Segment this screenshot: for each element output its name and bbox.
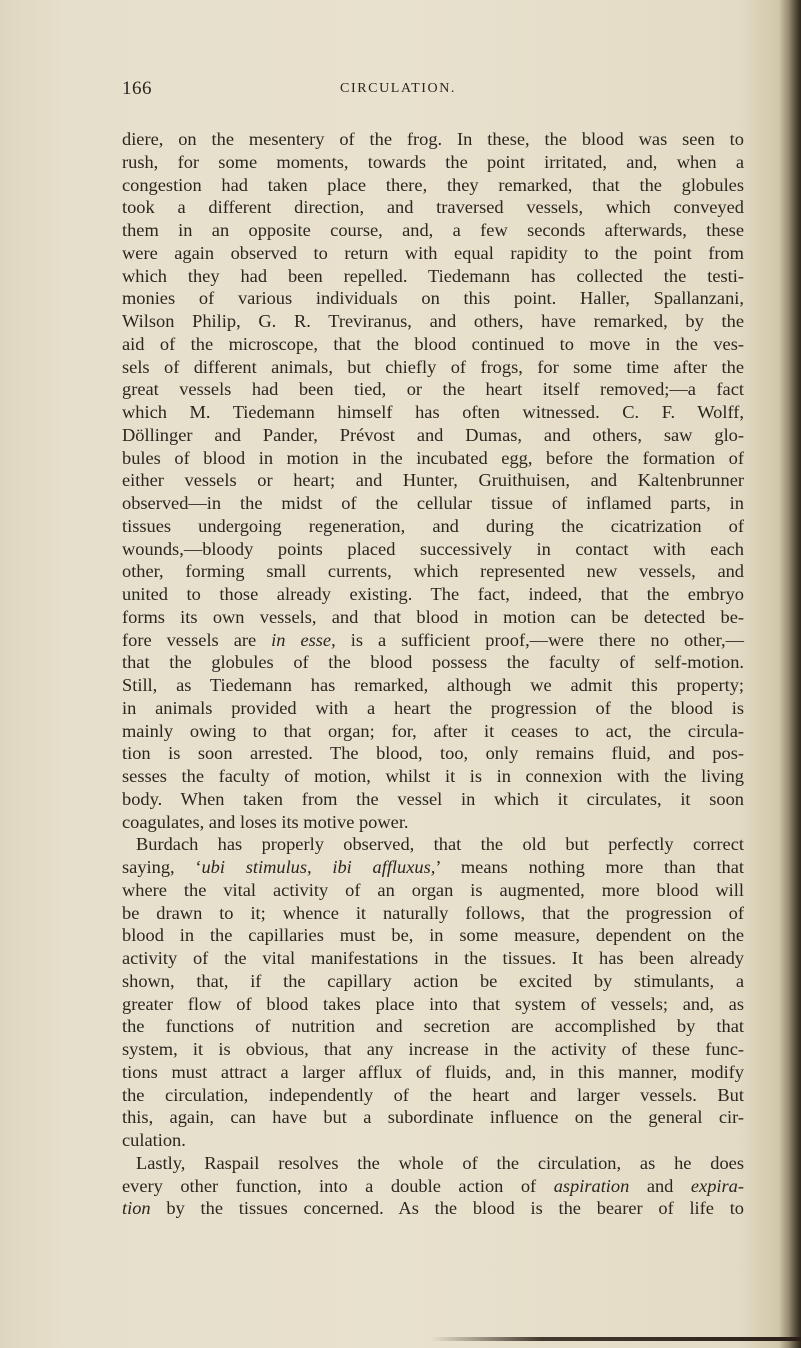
- text-line: sesses the faculty of motion, whilst it is in connexion with the living: [122, 766, 744, 786]
- text-line: the circulation, independently of the heart and larger vessels. But: [122, 1084, 744, 1105]
- text-line: either vessels or heart; and Hunter, Gruithuisen, and Kaltenbrunner: [122, 470, 744, 491]
- text-line: where the vital activity of an organ is augmented, more blood will: [122, 879, 744, 900]
- page-number: 166: [122, 78, 152, 99]
- text-line: which M. Tiedemann himself has often witnessed. C. F. Wolff,: [122, 402, 744, 422]
- text-line: saying, ‘ubi stimulus, ibi affluxus,’ means nothing more than that: [122, 857, 745, 877]
- text-line: great vessels had been tied, or the heart itself removed;—a fact: [122, 379, 744, 400]
- text-line: united to those already existing. The fact, indeed, that the embryo: [122, 584, 744, 604]
- text-line: be drawn to it; whence it naturally follows, that the progression of: [122, 902, 744, 923]
- text-line: took a different direction, and traversed vessels, which conveyed: [122, 197, 744, 218]
- text-line: Still, as Tiedemann has remarked, although we admit this property;: [122, 675, 744, 695]
- text-line: every other function, into a double action of aspiration and expira-: [122, 1175, 744, 1196]
- text-line: diere, on the mesentery of the frog. In these, the blood was seen to: [122, 129, 744, 149]
- text-line: rush, for some moments, towards the point irritated, and, when a: [122, 151, 744, 172]
- text-line: greater flow of blood takes place into that system of vessels; and, as: [122, 993, 744, 1014]
- text-line: coagulates, and loses its motive power.: [122, 811, 409, 832]
- text-line: wounds,—bloody points placed successively in contact with each: [122, 538, 744, 559]
- text-line: Wilson Philip, G. R. Treviranus, and others, have remarked, by the: [122, 311, 744, 331]
- text-line: monies of various individuals on this point. Haller, Spallanzani,: [122, 288, 744, 309]
- text-line: Lastly, Raspail resolves the whole of the circulation, as he does: [136, 1152, 744, 1173]
- text-line: bules of blood in motion in the incubated egg, before the formation of: [122, 447, 744, 468]
- text-line: system, it is obvious, that any increase in the activity of these func-: [122, 1039, 744, 1059]
- text-line: shown, that, if the capillary action be excited by stimulants, a: [122, 970, 744, 991]
- text-line: in animals provided with a heart the progression of the blood is: [122, 697, 744, 718]
- text-line: culation.: [122, 1130, 186, 1150]
- text-line: were again observed to return with equal rapidity to the point from: [122, 242, 744, 263]
- page-header: [0, 78, 801, 102]
- text-line: forms its own vessels, and that blood in motion can be detected be-: [122, 606, 744, 627]
- text-line: them in an opposite course, and, a few seconds afterwards, these: [122, 220, 744, 240]
- text-line: tion by the tissues concerned. As the blood is the bearer of life to: [122, 1198, 744, 1219]
- text-line: congestion had taken place there, they remarked, that the globules: [122, 174, 744, 195]
- text-line: activity of the vital manifestations in the tissues. It has been already: [122, 948, 744, 968]
- text-line: mainly owing to that organ; for, after it ceases to act, the circula-: [122, 720, 744, 741]
- text-line: blood in the capillaries must be, in some measure, dependent on the: [122, 925, 744, 946]
- text-line: tion is soon arrested. The blood, too, only remains fluid, and pos-: [122, 743, 744, 764]
- text-line: which they had been repelled. Tiedemann has collected the testi-: [122, 265, 744, 286]
- text-line: Döllinger and Pander, Prévost and Dumas, and others, saw glo-: [122, 424, 744, 445]
- running-head: CIRCULATION.: [340, 81, 457, 96]
- text-line: fore vessels are in esse, is a sufficient proof,—were there no other,—: [122, 629, 744, 650]
- text-line: other, forming small currents, which represented new vessels, and: [122, 561, 744, 582]
- text-line: aid of the microscope, that the blood continued to move in the ves-: [122, 333, 744, 354]
- page-edge-shadow: [779, 0, 801, 1348]
- text-line: this, again, can have but a subordinate influence on the general cir-: [122, 1107, 744, 1128]
- text-line: Burdach has properly observed, that the old but perfectly correct: [136, 834, 744, 855]
- text-line: observed—in the midst of the cellular tissue of inflamed parts, in: [122, 493, 744, 513]
- text-line: that the globules of the blood possess the faculty of self-motion.: [122, 652, 744, 673]
- text-line: tions must attract a larger afflux of fluids, and, in this manner, modify: [122, 1061, 744, 1082]
- text-line: body. When taken from the vessel in which it circulates, it soon: [122, 788, 744, 809]
- text-line: tissues undergoing regeneration, and during the cicatrization of: [122, 515, 744, 536]
- body-text: [122, 128, 744, 1220]
- bottom-edge-shadow: [430, 1337, 801, 1341]
- text-line: sels of different animals, but chiefly of frogs, for some time after the: [122, 356, 744, 377]
- text-line: the functions of nutrition and secretion are accomplished by that: [122, 1016, 744, 1037]
